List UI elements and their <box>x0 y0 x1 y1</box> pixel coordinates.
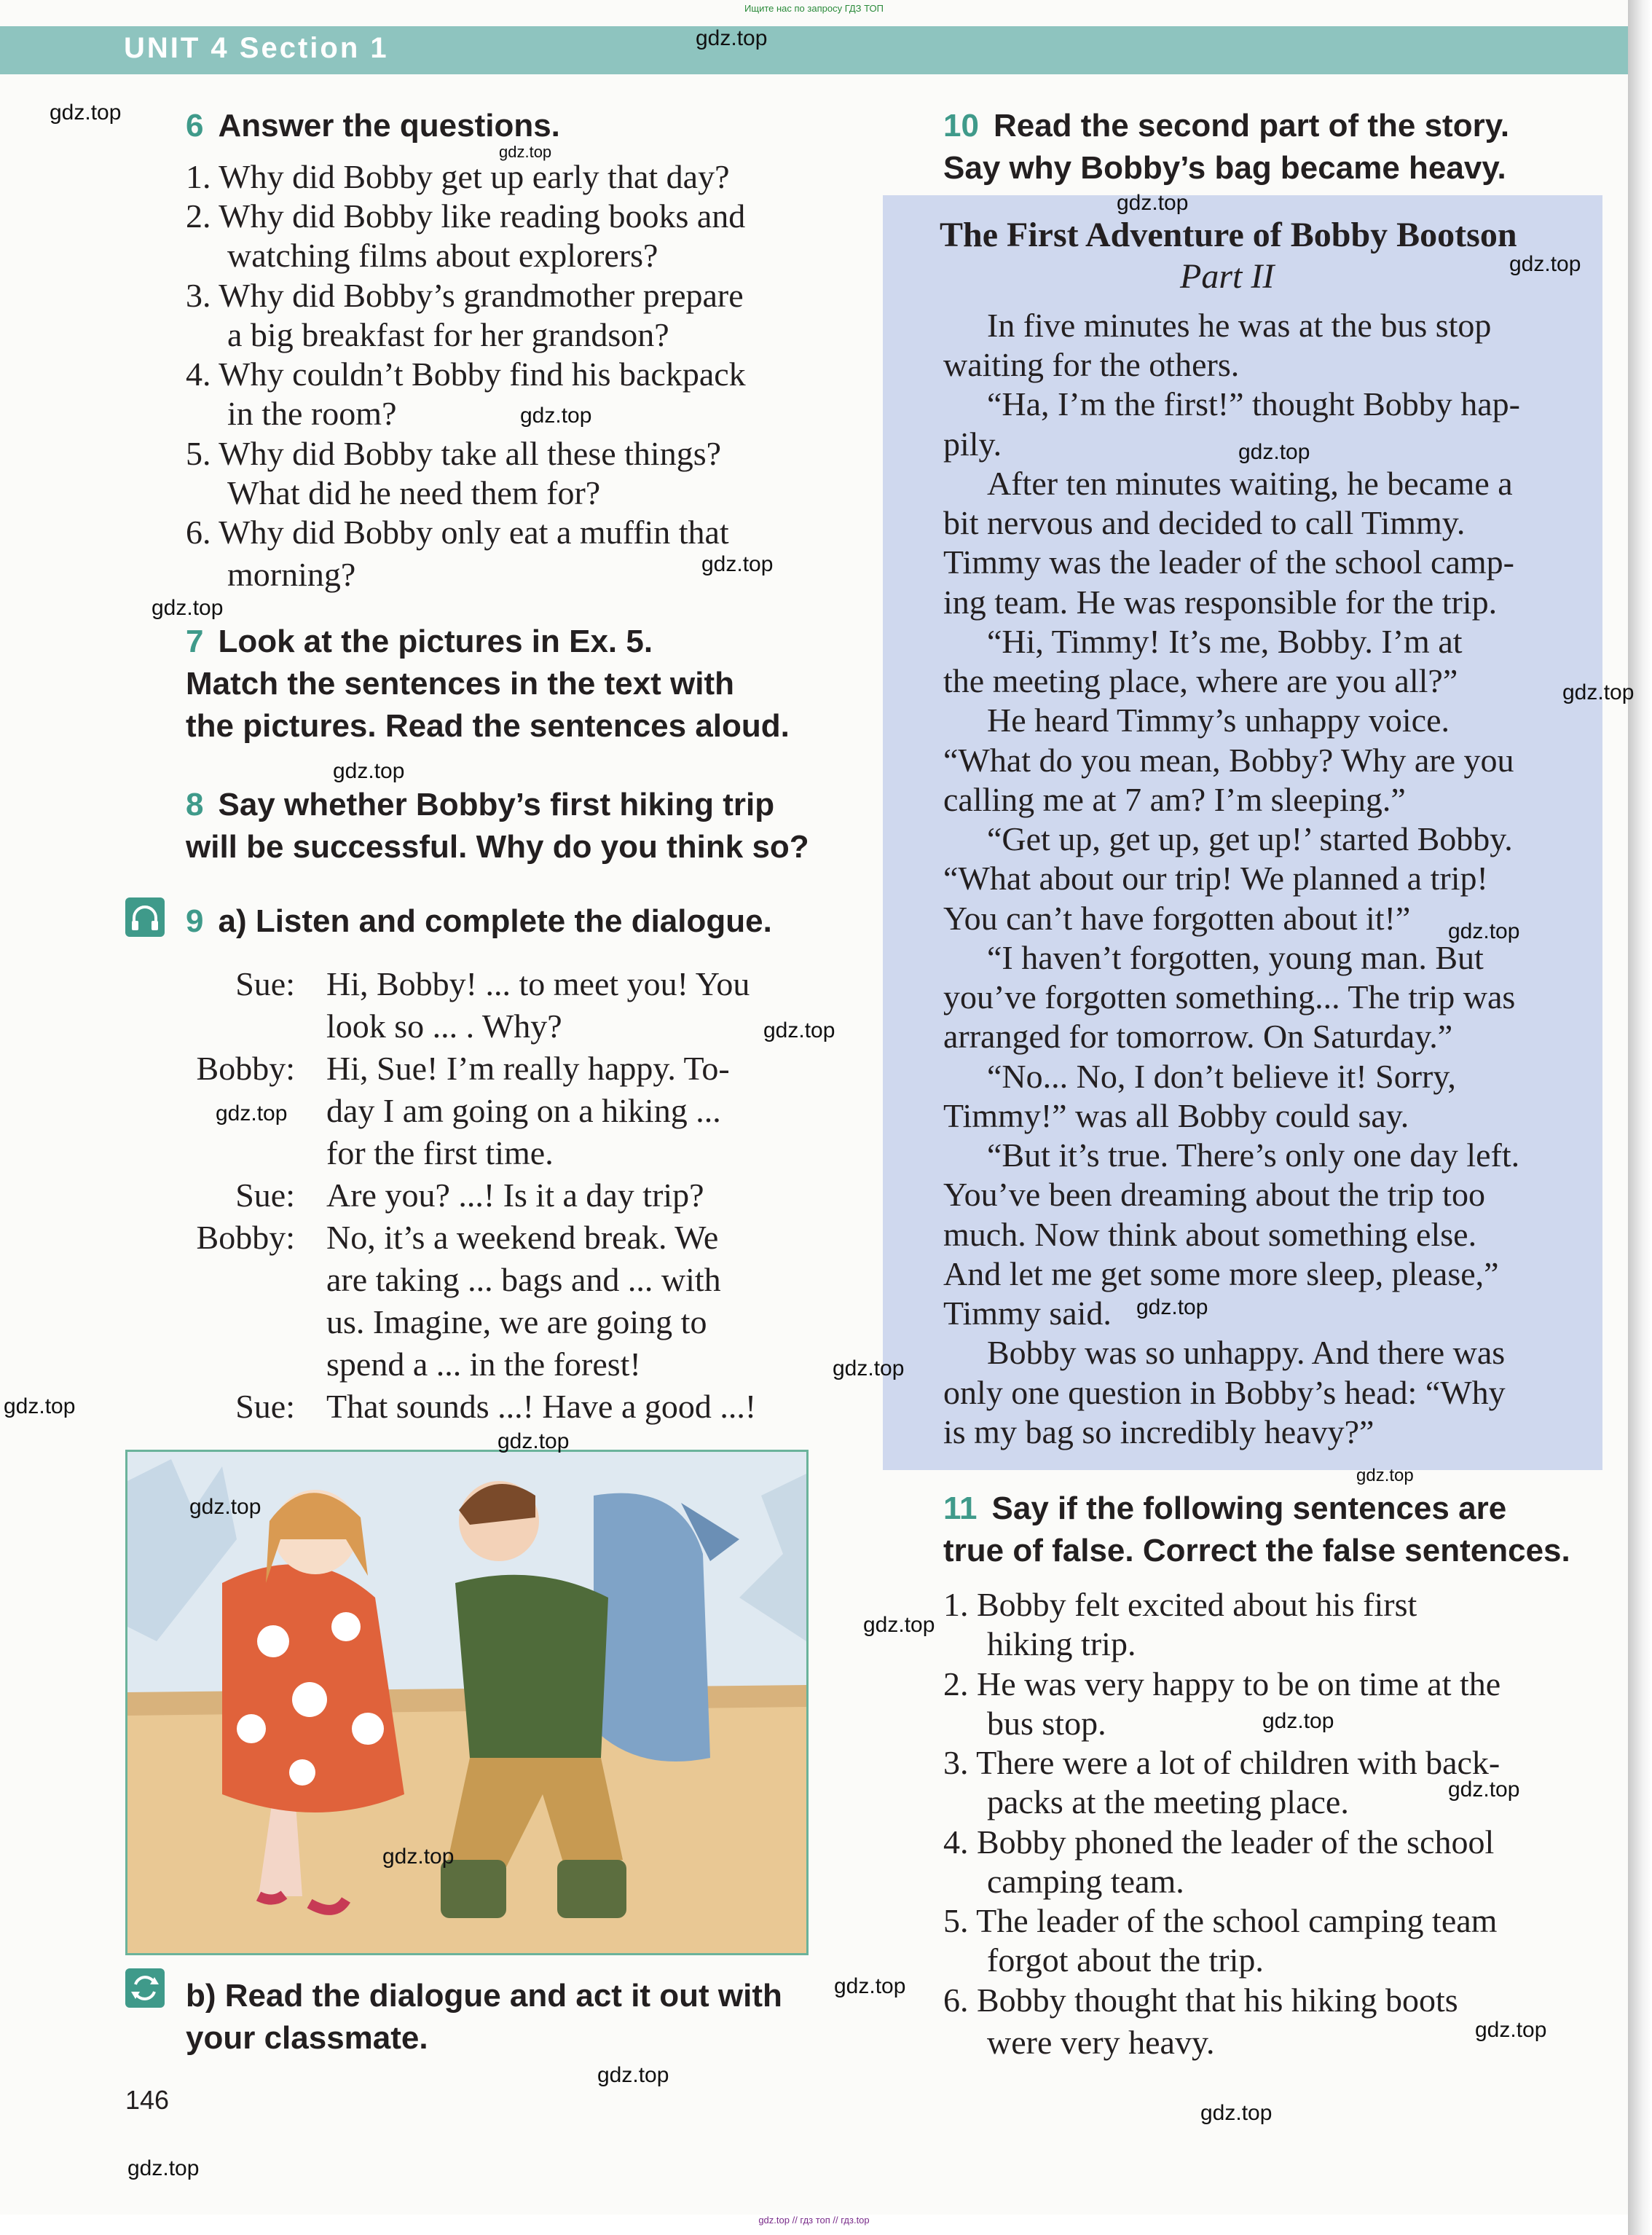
ex8-line: will be successful. Why do you think so? <box>186 829 809 865</box>
dialogue-speaker: Bobby: <box>196 1050 295 1087</box>
dialogue-speaker: Bobby: <box>196 1219 295 1256</box>
story-line: “What do you mean, Bobby? Why are you <box>943 742 1514 779</box>
story-line: you’ve forgotten something... The trip was <box>943 978 1516 1016</box>
ex6-line: What did he need them for? <box>227 474 601 511</box>
watermark: gdz.top <box>763 1018 835 1042</box>
ex6-line: 3. Why did Bobby’s grandmother prepare <box>186 277 744 314</box>
ex11-item: were very heavy. <box>987 2024 1215 2061</box>
watermark: gdz.top <box>152 596 224 620</box>
story-part: Part II <box>1180 257 1275 296</box>
ex6-line: watching films about explorers? <box>227 237 658 274</box>
story-line: “Hi, Timmy! It’s me, Bobby. I’m at <box>987 623 1463 660</box>
watermark: gdz.top <box>834 1974 906 1998</box>
ex6-line: morning? <box>227 556 356 593</box>
watermark: gdz.top <box>382 1845 455 1869</box>
dialogue-line: look so ... . Why? <box>326 1007 562 1045</box>
pair-work-icon <box>125 1968 165 2008</box>
watermark: gdz.top <box>50 101 122 125</box>
story-line: You can’t have forgotten about it!” <box>943 900 1411 937</box>
ex11-item: 4. Bobby phoned the leader of the school <box>943 1823 1495 1861</box>
ex11-item: packs at the meeting place. <box>987 1783 1349 1820</box>
ex11-item: 1. Bobby felt excited about his first <box>943 1586 1417 1623</box>
ex7-line: the pictures. Read the sentences aloud. <box>186 708 790 744</box>
ex7-line: Look at the pictures in Ex. 5. <box>218 624 653 659</box>
ex7-line: Match the sentences in the text with <box>186 666 735 702</box>
dialogue-speaker: Sue: <box>235 1388 295 1425</box>
story-line: Bobby was so unhappy. And there was <box>987 1334 1506 1371</box>
watermark: gdz.top <box>520 404 592 428</box>
ex9a-heading <box>186 903 772 940</box>
unit-title: UNIT 4 Section 1 <box>124 32 389 64</box>
page-edge <box>1628 0 1652 2235</box>
dialogue-line: Are you? ...! Is it a day trip? <box>326 1177 704 1214</box>
bottom-note: gdz.top // гдз топ // гдз.top <box>758 2215 870 2226</box>
ex11-item: 5. The leader of the school camping team <box>943 1902 1498 1939</box>
story-line: much. Now think about something else. <box>943 1216 1477 1253</box>
watermark: gdz.top <box>1136 1295 1208 1319</box>
dialogue-line: Hi, Bobby! ... to meet you! You <box>326 965 750 1002</box>
story-line: You’ve been dreaming about the trip too <box>943 1176 1485 1213</box>
watermark: gdz.top <box>597 2063 669 2087</box>
ex6-line: 4. Why couldn’t Bobby find his backpack <box>186 356 746 393</box>
ex11-item: bus stop. <box>987 1705 1106 1742</box>
dialogue-line: us. Imagine, we are going to <box>326 1303 707 1340</box>
watermark: gdz.top <box>1448 919 1520 943</box>
ex6-title: Answer the questions. <box>218 108 560 144</box>
watermark: gdz.top <box>1356 1466 1414 1485</box>
ex11-line: Say if the following sentences are <box>991 1490 1507 1526</box>
dialogue-line: No, it’s a weekend break. We <box>326 1219 719 1256</box>
watermark: gdz.top <box>333 759 405 783</box>
watermark: gdz.top <box>696 26 768 50</box>
ex11-item: 6. Bobby thought that his hiking boots <box>943 1981 1458 2019</box>
ex6-line: 5. Why did Bobby take all these things? <box>186 435 722 472</box>
watermark: gdz.top <box>4 1394 76 1418</box>
headphones-icon <box>125 897 165 937</box>
ex9b-line: your classmate. <box>186 2020 428 2056</box>
ex6-heading <box>186 108 560 144</box>
story-line: “But it’s true. There’s only one day left. <box>987 1136 1520 1174</box>
watermark: gdz.top <box>1475 2018 1547 2042</box>
story-line: After ten minutes waiting, he became a <box>987 465 1513 502</box>
watermark: gdz.top <box>1238 440 1310 464</box>
dialogue-line: Hi, Sue! I’m really happy. To- <box>326 1050 730 1087</box>
story-line: And let me get some more sleep, please,” <box>943 1255 1499 1292</box>
ex6-line: 2. Why did Bobby like reading books and <box>186 197 746 235</box>
story-line: In five minutes he was at the bus stop <box>987 307 1492 344</box>
watermark: gdz.top <box>833 1356 905 1380</box>
ex11-item: 3. There were a lot of children with back- <box>943 1744 1500 1781</box>
dialogue-speaker: Sue: <box>235 965 295 1002</box>
ex9-number: 9 <box>186 903 204 939</box>
story-title: The First Adventure of Bobby Bootson <box>940 216 1517 254</box>
dialogue-line: spend a ... in the forest! <box>326 1346 641 1383</box>
story-line: “Get up, get up, get up!’ started Bobby. <box>987 820 1513 857</box>
ex11-item: forgot about the trip. <box>987 1941 1264 1979</box>
story-line: “What about our trip! We planned a trip! <box>943 860 1488 897</box>
ex8-heading <box>186 787 774 823</box>
ex6-line: in the room? <box>227 395 397 432</box>
watermark: gdz.top <box>216 1101 288 1126</box>
ex11-item: 2. He was very happy to be on time at the <box>943 1665 1501 1702</box>
story-line: ing team. He was responsible for the trip. <box>943 584 1498 621</box>
ex10-line: Read the second part of the story. <box>993 108 1510 144</box>
story-line: “Ha, I’m the first!” thought Bobby hap- <box>987 385 1520 423</box>
ex10-number: 10 <box>943 108 979 144</box>
dialogue-speaker: Sue: <box>235 1177 295 1214</box>
ex6-line: 1. Why did Bobby get up early that day? <box>186 158 730 195</box>
story-line: arranged for tomorrow. On Saturday.” <box>943 1018 1453 1055</box>
ex11-line: true of false. Correct the false sentences. <box>943 1533 1570 1568</box>
unit-header <box>0 26 1628 74</box>
watermark: gdz.top <box>1509 252 1581 276</box>
watermark: gdz.top <box>1448 1778 1520 1802</box>
ex7-heading <box>186 624 653 660</box>
ex6-line: 6. Why did Bobby only eat a muffin that <box>186 514 729 551</box>
ex6-line: a big breakfast for her grandson? <box>227 316 669 353</box>
watermark: gdz.top <box>863 1613 935 1637</box>
ex10-heading <box>943 108 1509 144</box>
story-line: “No... No, I don’t believe it! Sorry, <box>987 1058 1456 1095</box>
ex8-number: 8 <box>186 787 204 822</box>
story-line: Timmy was the leader of the school camp- <box>943 543 1514 581</box>
story-line: waiting for the others. <box>943 346 1240 383</box>
ex8-line: Say whether Bobby’s first hiking trip <box>218 787 775 822</box>
story-line: pily. <box>943 425 1002 463</box>
watermark: gdz.top <box>1117 191 1189 215</box>
ex11-item: hiking trip. <box>987 1625 1136 1662</box>
illustration-sue-and-bobby <box>125 1450 809 1955</box>
ex11-heading <box>943 1490 1506 1527</box>
story-line: Timmy said. <box>943 1295 1112 1332</box>
ex11-item: camping team. <box>987 1863 1184 1900</box>
watermark: gdz.top <box>1262 1709 1334 1733</box>
story-line: Timmy!” was all Bobby could say. <box>943 1097 1409 1134</box>
dialogue-line: for the first time. <box>326 1134 554 1171</box>
watermark: gdz.top <box>127 2156 200 2180</box>
story-line: the meeting place, where are you all?” <box>943 662 1458 699</box>
ex10-line: Say why Bobby’s bag became heavy. <box>943 150 1506 186</box>
watermark: gdz.top <box>701 552 774 576</box>
ex11-number: 11 <box>943 1490 978 1526</box>
dialogue-line: That sounds ...! Have a good ...! <box>326 1388 757 1425</box>
story-line: only one question in Bobby’s head: “Why <box>943 1374 1506 1411</box>
story-line: calling me at 7 am? I’m sleeping.” <box>943 781 1406 818</box>
story-line: He heard Timmy’s unhappy voice. <box>987 702 1450 739</box>
watermark: gdz.top <box>1562 680 1635 704</box>
dialogue-line: are taking ... bags and ... with <box>326 1261 721 1298</box>
story-line: is my bag so incredibly heavy?” <box>943 1413 1374 1450</box>
top-note: Ищите нас по запросу ГДЗ ТОП <box>744 3 884 14</box>
story-line: “I haven’t forgotten, young man. But <box>987 939 1484 976</box>
watermark: gdz.top <box>499 143 552 161</box>
page-number: 146 <box>125 2085 170 2115</box>
watermark: gdz.top <box>1200 2101 1273 2125</box>
ex9a-title: a) Listen and complete the dialogue. <box>218 903 772 939</box>
ex9b-line: b) Read the dialogue and act it out with <box>186 1978 782 2014</box>
watermark: gdz.top <box>497 1429 570 1453</box>
dialogue-line: day I am going on a hiking ... <box>326 1092 721 1129</box>
watermark: gdz.top <box>189 1495 261 1519</box>
ex7-number: 7 <box>186 624 204 659</box>
ex6-number: 6 <box>186 108 204 144</box>
story-line: bit nervous and decided to call Timmy. <box>943 504 1466 541</box>
